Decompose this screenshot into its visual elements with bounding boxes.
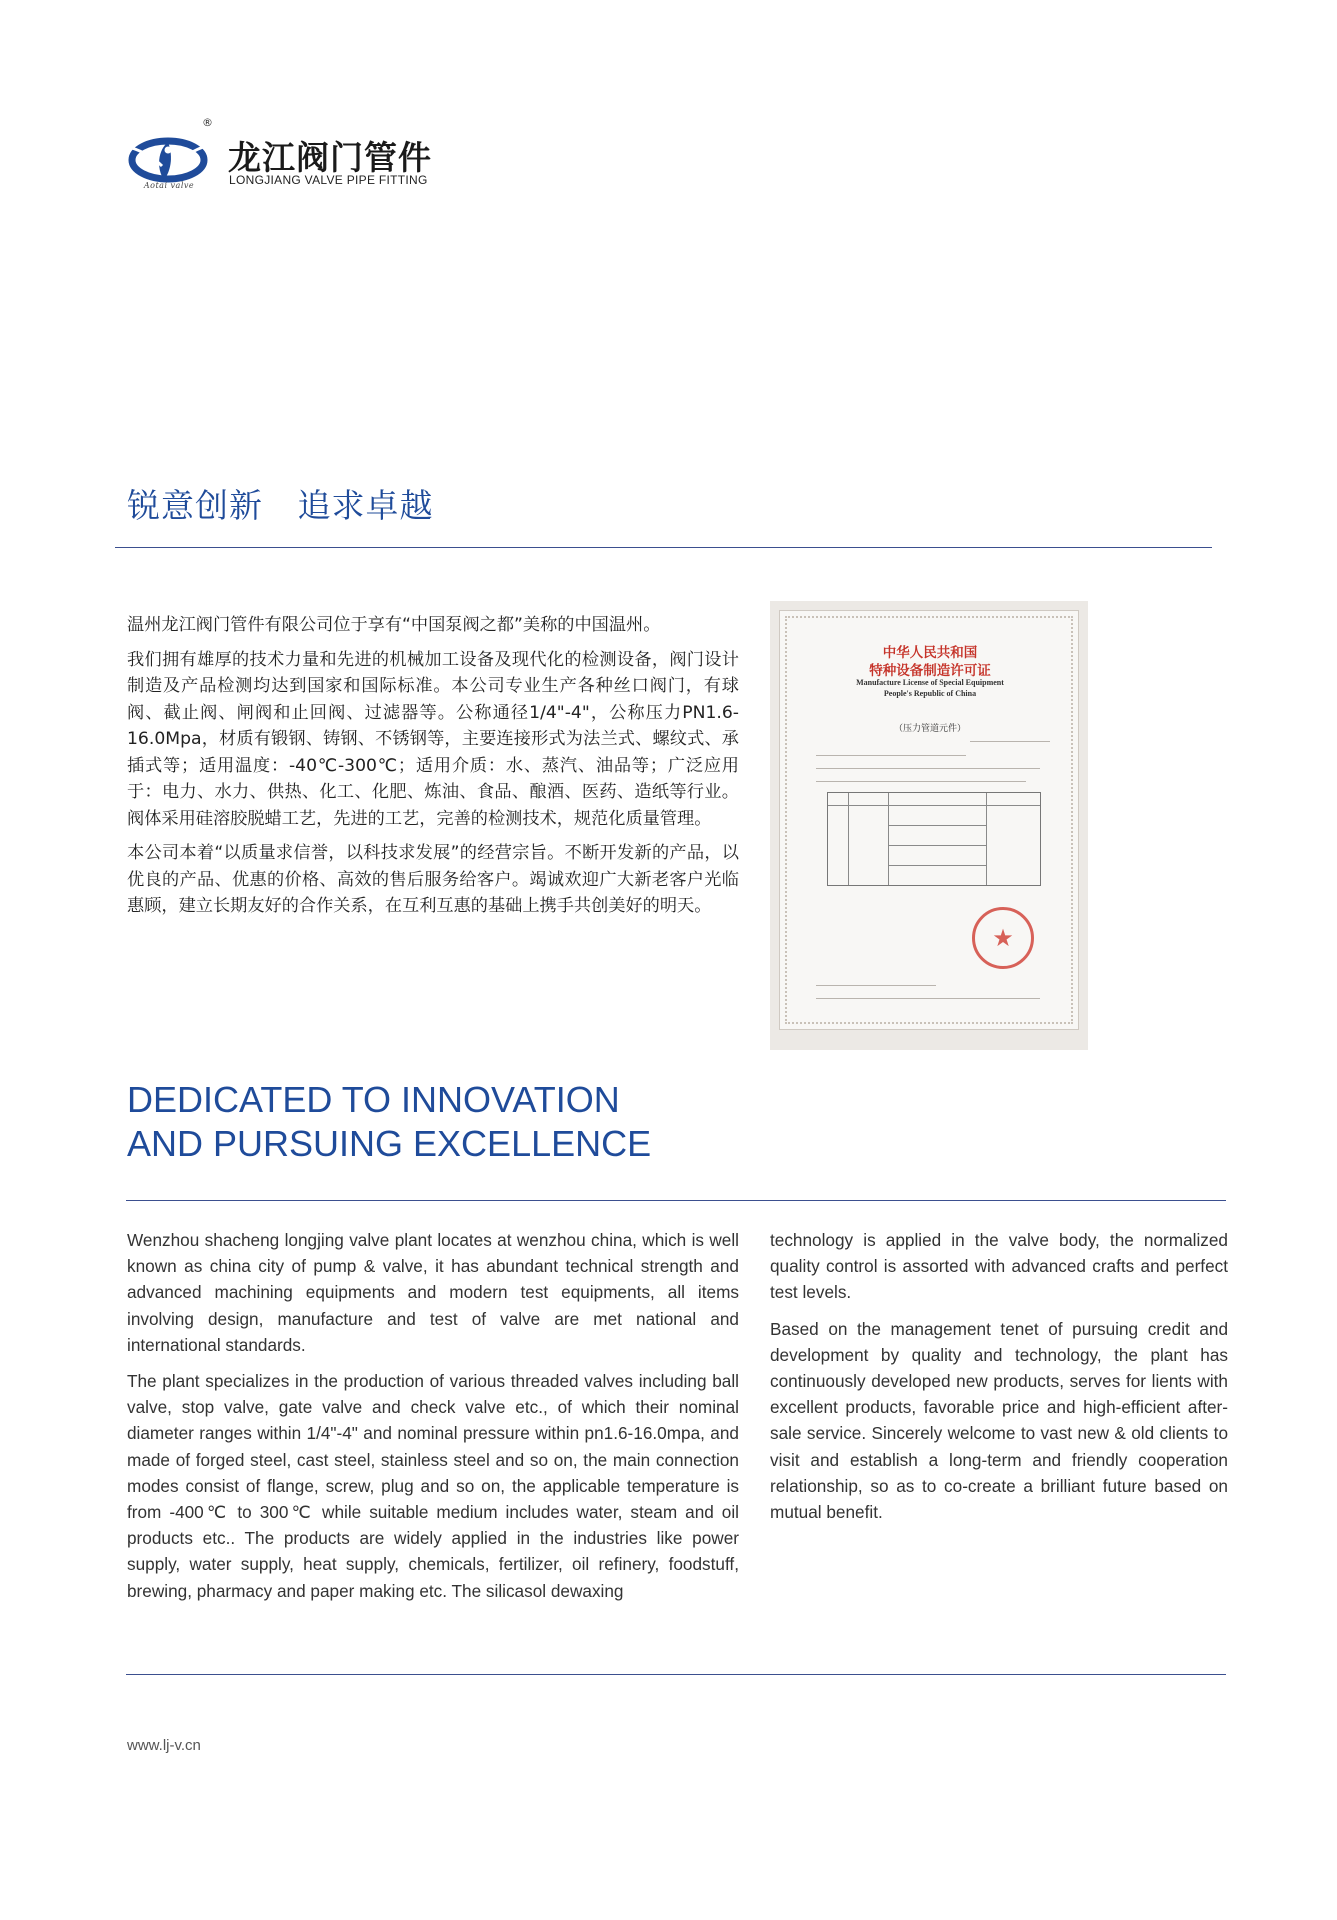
section-heading-en	[127, 1078, 651, 1166]
section-heading-cn: 锐意创新 追求卓越	[127, 486, 434, 525]
certificate-subtitle: （压力管道元件）	[893, 724, 966, 734]
brand-name-cn: 龙江阀门管件	[228, 138, 432, 177]
paragraph: technology is applied in the valve body, the normalized quality control is assorted with advanced crafts and perfect test levels.	[770, 1230, 1228, 1303]
registered-mark: ®	[202, 116, 213, 129]
paragraph: The plant specializes in the production of various threaded valves including ball valve, stop valve, gate valve and check valve etc., of which their nominal diameter ranges within 1/4"-4" and nominal pressure within pn1.6-16.0mpa, and made of forged steel, cast steel, stainless steel and so on, the main connection modes consist of flange, screw, plug and so on, the applicable temperature is from -400℃ to 300℃ while suitable medium includes water, steam and oil products etc.. The products are widely applied in the industries like power supply, water supply, heat supply, chemicals, fertilizer, oil refinery, foodstuff, brewing, pharmacy and paper making etc. The silicasol dewaxing	[127, 1371, 739, 1601]
divider	[126, 1674, 1226, 1675]
certificate-text-line	[816, 998, 1040, 999]
bird-emblem-icon	[128, 128, 210, 188]
certificate-text-line	[816, 755, 966, 756]
certificate-text-line	[816, 985, 936, 986]
intro-text-cn	[127, 612, 739, 928]
brand-name-en: LONGJIANG VALVE PIPE FITTING	[229, 173, 428, 187]
heading-line: AND PURSUING EXCELLENCE	[127, 1123, 652, 1164]
paragraph: Wenzhou shacheng longjing valve plant locates at wenzhou china, which is well known as china city of pump & valve, it has abundant technical strength and advanced machining equipments and modern test equipments, all items involving design, manufacture and test of valve are met national and international standards.	[127, 1230, 739, 1355]
paragraph: 我们拥有雄厚的技术力量和先进的机械加工设备及现代化的检测设备，阀门设计制造及产品检测均达到国家和国际标准。本公司专业生产各种丝口阀门，有球阀、截止阀、闸阀和止回阀、过滤器等。公称通径1/4"-4"，公称压力PN1.6-16.0Mpa，材质有锻钢、铸钢、不锈钢等，主要连接形式为法兰式、螺纹式、承插式等；适用温度：-40℃-300℃；适用介质：水、蒸汽、油品等；广泛应用于：电力、水力、供热、化工、化肥、炼油、食品、酿酒、医药、造纸等行业。阀体采用硅溶胶脱蜡工艺，先进的工艺，完善的检测技术，规范化质量管理。	[127, 649, 739, 829]
divider	[126, 1200, 1226, 1201]
certificate-text-line	[816, 768, 1040, 769]
paragraph: Based on the management tenet of pursuing credit and development by quality and technology, the plant has continuously developed new products, serves for lients with excellent products, favorable price and high-efficient after-sale service. Sincerely welcome to vast new & old clients to visit and establish a long-term and friendly cooperation relationship, so as to co-create a brilliant future based on mutual benefit.	[770, 1318, 1228, 1523]
manufacture-license-certificate	[770, 601, 1088, 1050]
certificate-text-line	[970, 741, 1050, 742]
heading-line: DEDICATED TO INNOVATION	[127, 1079, 620, 1120]
company-logo	[128, 116, 458, 196]
certificate-title: 中华人民共和国	[882, 645, 978, 661]
certificate-title: 特种设备制造许可证	[869, 663, 991, 679]
certificate-title-en: People's Republic of China	[883, 689, 977, 698]
certificate-title-en: Manufacture License of Special Equipment	[856, 678, 1004, 687]
website-url: www.lj-v.cn	[127, 1737, 201, 1754]
paragraph: 本公司本着“以质量求信誉，以科技求发展”的经营宗旨。不断开发新的产品，以优良的产品、优惠的价格、高效的售后服务给客户。竭诚欢迎广大新老客户光临惠顾，建立长期友好的合作关系，在互利互惠的基础上携手共创美好的明天。	[127, 843, 739, 916]
logo-mark-text: Aotai valve	[143, 181, 195, 190]
certificate-table	[827, 792, 1041, 886]
official-seal-icon: ★	[972, 907, 1034, 969]
intro-text-en-column-1	[127, 1227, 739, 1614]
paragraph: 温州龙江阀门管件有限公司位于享有“中国泵阀之都”美称的中国温州。	[127, 615, 661, 635]
divider	[115, 547, 1212, 548]
intro-text-en-column-2	[770, 1227, 1228, 1535]
certificate-paper	[779, 610, 1079, 1030]
certificate-text-line	[816, 781, 1026, 782]
